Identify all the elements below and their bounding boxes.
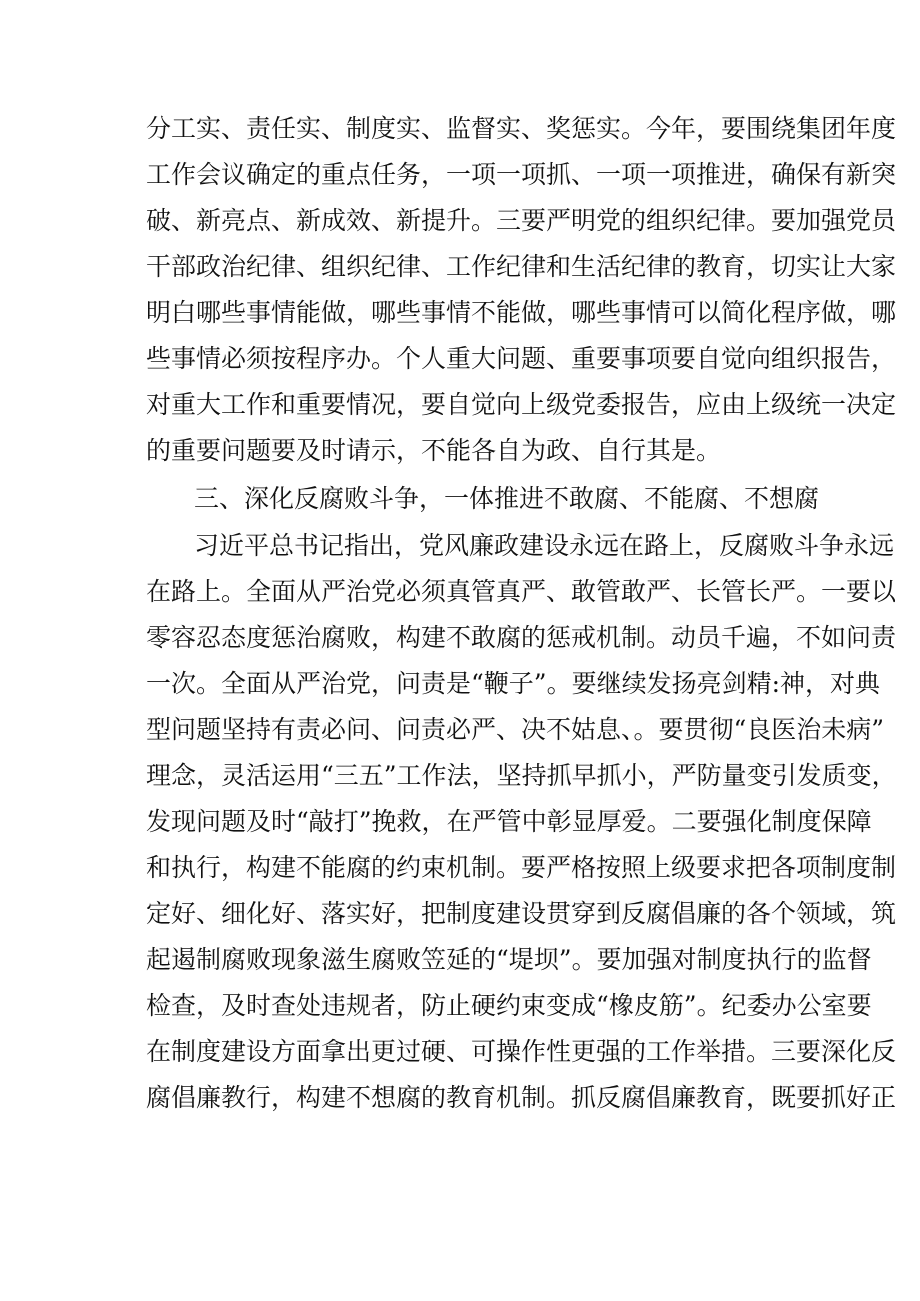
text-line: 工作会议确定的重点任务，一项一项抓、一项一项推进，确保有新突 [146,160,897,189]
text-line: 对重大工作和重要情况，要自觉向上级党委报告，应由上级统一决定 [146,390,897,419]
text-line: 在路上。全面从严治党必须真管真严、敢管敢严、长管长严。一要以 [146,577,897,606]
section-heading: 三、深化反腐败斗争，一体推进不敢腐、不能腐、不想腐 [194,484,820,513]
text-line: 习近平总书记指出，党风廉政建设永远在路上，反腐败斗争永远 [194,531,895,560]
text-line: 分工实、责任实、制度实、监督实、奖惩实。今年，要围绕集团年度 [146,114,897,143]
text-line: 型问题坚持有责必问、问责必严、决不姑息、。要贯彻“良医治未病” [146,715,885,744]
text-line: 在制度建设方面拿出更过硬、可操作性更强的工作举措。三要深化反 [146,1037,897,1066]
text-line: 的重要问题要及时请示，不能各自为政、自行其是。 [146,436,722,465]
text-line: 明白哪些事情能做，哪些事情不能做，哪些事情可以简化程序做，哪 [146,298,897,327]
text-line: 起遏制腐败现象滋生腐败笠延的“堤坝”。要加强对制度执行的监督 [146,945,872,974]
text-line: 一次。全面从严治党，问责是“鞭子”。要继续发扬亮剑精:神，对典 [146,669,880,698]
text-line: 腐倡廉教行，构建不想腐的教育机制。抓反腐倡廉教育，既要抓好正 [146,1083,897,1112]
text-line: 检查，及时查处违规者，防止硬约束变成“橡皮筋”。纪委办公室要 [146,991,872,1020]
text-line: 理念，灵活运用“三五”工作法，坚持抓早抓小，严防量变引发质变， [146,761,897,790]
text-line: 干部政治纪律、组织纪律、工作纪律和生活纪律的教育，切实让大家 [146,252,897,281]
text-line: 定好、细化好、落实好，把制度建设贯穿到反腐倡廉的各个领域，筑 [146,899,897,928]
text-line: 和执行，构建不能腐的约束机制。要严格按照上级要求把各项制度制 [146,853,897,882]
text-line: 零容忍态度惩治腐败，构建不敢腐的惩戒机制。动员千遍，不如问责 [146,623,897,652]
text-line: 发现问题及时“敲打”挽救，在严管中彰显厚爱。二要强化制度保障 [146,807,872,836]
text-line: 些事情必须按程序办。个人重大问题、重要事项要自觉向组织报告， [146,344,897,373]
text-line: 破、新亮点、新成效、新提升。三要严明党的组织纪律。要加强党员 [146,206,897,235]
